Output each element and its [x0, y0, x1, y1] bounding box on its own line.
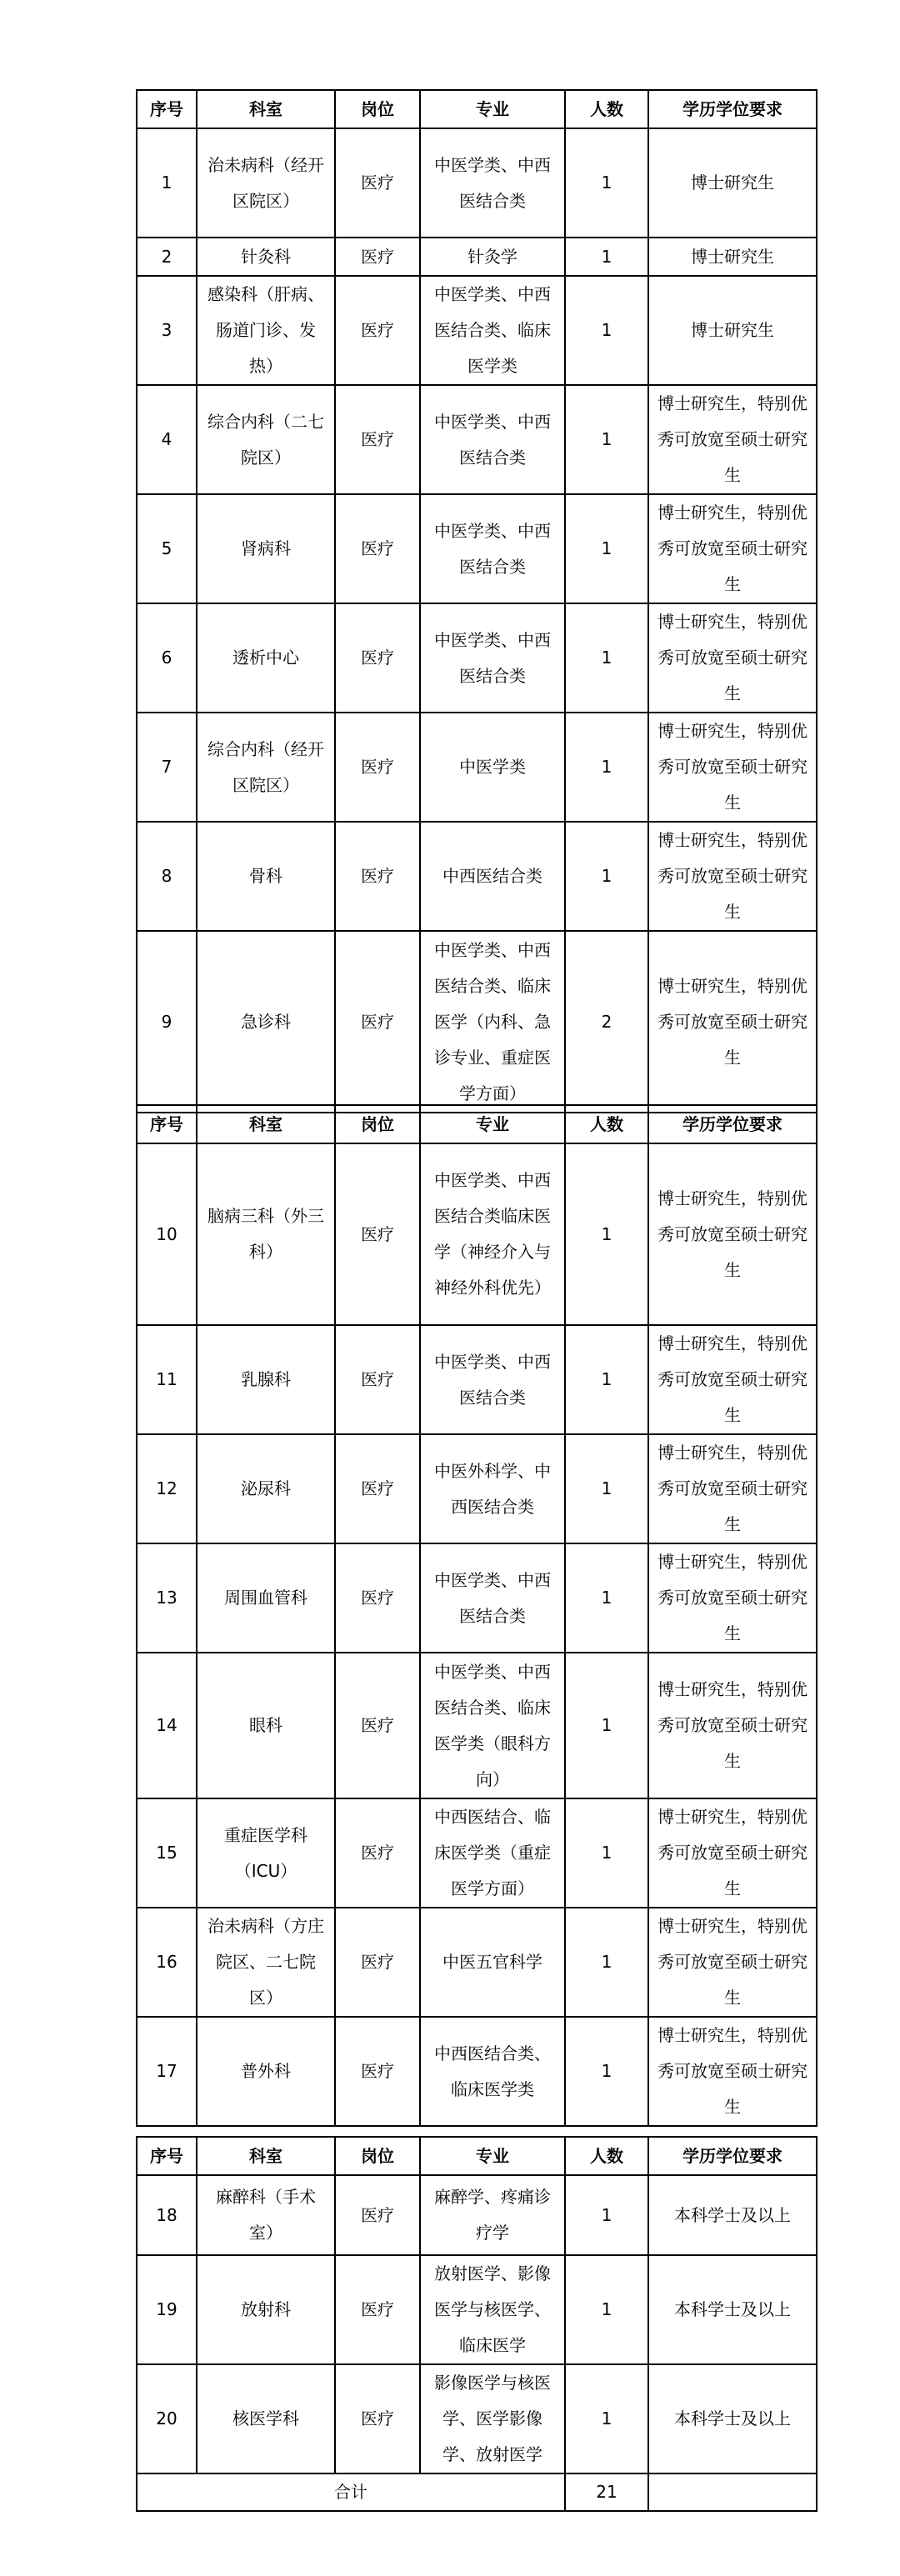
cell-dept: 肾病科 — [197, 494, 335, 603]
cell-post: 医疗 — [335, 1653, 420, 1798]
header-dept: 科室 — [197, 2137, 335, 2175]
cell-dept: 综合内科（经开区院区） — [197, 713, 335, 822]
cell-no: 2 — [137, 238, 197, 276]
cell-requirement: 博士研究生，特别优秀可放宽至硕士研究生 — [648, 1543, 817, 1653]
table-row — [137, 238, 817, 276]
cell-no: 16 — [137, 1908, 197, 2017]
header-post: 岗位 — [335, 1105, 420, 1143]
cell-requirement: 博士研究生 — [648, 276, 817, 385]
cell-dept: 急诊科 — [197, 931, 335, 1113]
cell-post: 医疗 — [335, 1798, 420, 1908]
cell-requirement: 博士研究生，特别优秀可放宽至硕士研究生 — [648, 931, 817, 1113]
cell-no: 5 — [137, 494, 197, 603]
header-no: 序号 — [137, 90, 197, 128]
cell-count: 1 — [565, 128, 648, 238]
cell-requirement: 博士研究生，特别优秀可放宽至硕士研究生 — [648, 713, 817, 822]
total-label: 合计 — [137, 2473, 565, 2511]
table-row — [137, 1653, 817, 1798]
header-requirement: 学历学位要求 — [648, 1105, 817, 1143]
cell-requirement: 博士研究生，特别优秀可放宽至硕士研究生 — [648, 385, 817, 494]
cell-requirement: 博士研究生 — [648, 238, 817, 276]
header-count: 人数 — [565, 1105, 648, 1143]
cell-major: 中医学类、中西医结合类 — [420, 494, 565, 603]
cell-major: 麻醉学、疼痛诊疗学 — [420, 2175, 565, 2255]
cell-count: 1 — [565, 1908, 648, 2017]
table-row — [137, 128, 817, 238]
cell-no: 19 — [137, 2255, 197, 2364]
cell-major: 针灸学 — [420, 238, 565, 276]
recruitment-table-1 — [136, 89, 818, 1113]
cell-count: 1 — [565, 238, 648, 276]
total-count: 21 — [565, 2473, 648, 2511]
cell-major: 中医学类、中西医结合类、临床医学类 — [420, 276, 565, 385]
cell-major: 中医学类、中西医结合类 — [420, 385, 565, 494]
cell-major: 中医学类、中西医结合类、临床医学类（眼科方向） — [420, 1653, 565, 1798]
cell-count: 1 — [565, 2255, 648, 2364]
cell-dept: 放射科 — [197, 2255, 335, 2364]
table-row — [137, 1798, 817, 1908]
cell-dept: 针灸科 — [197, 238, 335, 276]
cell-requirement: 本科学士及以上 — [648, 2255, 817, 2364]
cell-requirement: 博士研究生 — [648, 128, 817, 238]
recruitment-table-3 — [136, 2136, 818, 2512]
table-row — [137, 713, 817, 822]
cell-count: 1 — [565, 1798, 648, 1908]
cell-no: 17 — [137, 2017, 197, 2126]
table-row — [137, 1143, 817, 1325]
cell-requirement: 博士研究生，特别优秀可放宽至硕士研究生 — [648, 1798, 817, 1908]
cell-no: 20 — [137, 2364, 197, 2473]
cell-post: 医疗 — [335, 931, 420, 1113]
cell-post: 医疗 — [335, 1908, 420, 2017]
recruitment-table-2 — [136, 1104, 818, 2127]
cell-count: 1 — [565, 822, 648, 931]
table-row — [137, 1434, 817, 1543]
cell-dept: 核医学科 — [197, 2364, 335, 2473]
cell-major: 中医学类、中西医结合类 — [420, 603, 565, 713]
header-requirement: 学历学位要求 — [648, 90, 817, 128]
cell-count: 2 — [565, 931, 648, 1113]
cell-major: 中医学类、中西医结合类 — [420, 1325, 565, 1434]
cell-requirement: 博士研究生，特别优秀可放宽至硕士研究生 — [648, 1325, 817, 1434]
cell-post: 医疗 — [335, 2017, 420, 2126]
table-row — [137, 1908, 817, 2017]
cell-dept: 麻醉科（手术室） — [197, 2175, 335, 2255]
header-major: 专业 — [420, 2137, 565, 2175]
cell-no: 13 — [137, 1543, 197, 1653]
table-row — [137, 494, 817, 603]
cell-requirement: 博士研究生，特别优秀可放宽至硕士研究生 — [648, 822, 817, 931]
cell-post: 医疗 — [335, 276, 420, 385]
cell-dept: 感染科（肝病、肠道门诊、发热） — [197, 276, 335, 385]
header-count: 人数 — [565, 90, 648, 128]
table-row — [137, 2175, 817, 2255]
table-header-row — [137, 2137, 817, 2175]
cell-no: 3 — [137, 276, 197, 385]
cell-dept: 骨科 — [197, 822, 335, 931]
cell-post: 医疗 — [335, 2255, 420, 2364]
cell-major: 中西医结合类 — [420, 822, 565, 931]
cell-count: 1 — [565, 494, 648, 603]
cell-post: 医疗 — [335, 2175, 420, 2255]
table-row — [137, 276, 817, 385]
cell-dept: 脑病三科（外三科） — [197, 1143, 335, 1325]
table-row — [137, 1543, 817, 1653]
cell-major: 中医学类、中西医结合类、临床医学（内科、急诊专业、重症医学方面） — [420, 931, 565, 1113]
table-header-row — [137, 1105, 817, 1143]
cell-no: 10 — [137, 1143, 197, 1325]
cell-major: 中西医结合、临床医学类（重症医学方面） — [420, 1798, 565, 1908]
table-header-row — [137, 90, 817, 128]
header-major: 专业 — [420, 90, 565, 128]
cell-requirement: 本科学士及以上 — [648, 2175, 817, 2255]
cell-count: 1 — [565, 276, 648, 385]
header-requirement: 学历学位要求 — [648, 2137, 817, 2175]
cell-dept: 综合内科（二七院区） — [197, 385, 335, 494]
cell-dept: 治未病科（经开区院区） — [197, 128, 335, 238]
cell-requirement: 博士研究生，特别优秀可放宽至硕士研究生 — [648, 603, 817, 713]
cell-no: 14 — [137, 1653, 197, 1798]
cell-requirement: 博士研究生，特别优秀可放宽至硕士研究生 — [648, 1434, 817, 1543]
cell-dept: 周围血管科 — [197, 1543, 335, 1653]
cell-post: 医疗 — [335, 822, 420, 931]
table-row — [137, 931, 817, 1113]
table-row — [137, 2364, 817, 2473]
cell-no: 18 — [137, 2175, 197, 2255]
cell-post: 医疗 — [335, 494, 420, 603]
cell-post: 医疗 — [335, 1325, 420, 1434]
cell-count: 1 — [565, 1653, 648, 1798]
header-major: 专业 — [420, 1105, 565, 1143]
header-post: 岗位 — [335, 90, 420, 128]
cell-requirement: 博士研究生，特别优秀可放宽至硕士研究生 — [648, 1143, 817, 1325]
cell-requirement: 本科学士及以上 — [648, 2364, 817, 2473]
cell-major: 中医学类、中西医结合类 — [420, 128, 565, 238]
cell-major: 影像医学与核医学、医学影像学、放射医学 — [420, 2364, 565, 2473]
cell-no: 7 — [137, 713, 197, 822]
table-row — [137, 1325, 817, 1434]
header-no: 序号 — [137, 1105, 197, 1143]
cell-dept: 重症医学科（ICU） — [197, 1798, 335, 1908]
cell-dept: 透析中心 — [197, 603, 335, 713]
cell-no: 12 — [137, 1434, 197, 1543]
cell-count: 1 — [565, 2364, 648, 2473]
cell-count: 1 — [565, 1325, 648, 1434]
cell-no: 4 — [137, 385, 197, 494]
cell-count: 1 — [565, 1434, 648, 1543]
cell-requirement: 博士研究生，特别优秀可放宽至硕士研究生 — [648, 1653, 817, 1798]
cell-count: 1 — [565, 713, 648, 822]
cell-no: 9 — [137, 931, 197, 1113]
header-dept: 科室 — [197, 1105, 335, 1143]
cell-major: 放射医学、影像医学与核医学、临床医学 — [420, 2255, 565, 2364]
cell-no: 8 — [137, 822, 197, 931]
cell-count: 1 — [565, 2175, 648, 2255]
cell-dept: 眼科 — [197, 1653, 335, 1798]
cell-post: 医疗 — [335, 128, 420, 238]
total-row — [137, 2473, 817, 2511]
cell-count: 1 — [565, 603, 648, 713]
cell-major: 中医外科学、中西医结合类 — [420, 1434, 565, 1543]
cell-no: 15 — [137, 1798, 197, 1908]
cell-post: 医疗 — [335, 238, 420, 276]
cell-requirement: 博士研究生，特别优秀可放宽至硕士研究生 — [648, 494, 817, 603]
header-dept: 科室 — [197, 90, 335, 128]
cell-major: 中医学类、中西医结合类 — [420, 1543, 565, 1653]
cell-major: 中西医结合类、临床医学类 — [420, 2017, 565, 2126]
cell-count: 1 — [565, 1143, 648, 1325]
table-row — [137, 822, 817, 931]
header-post: 岗位 — [335, 2137, 420, 2175]
table-row — [137, 385, 817, 494]
cell-post: 医疗 — [335, 1143, 420, 1325]
cell-post: 医疗 — [335, 2364, 420, 2473]
cell-post: 医疗 — [335, 385, 420, 494]
cell-post: 医疗 — [335, 713, 420, 822]
cell-post: 医疗 — [335, 603, 420, 713]
header-count: 人数 — [565, 2137, 648, 2175]
cell-requirement: 博士研究生，特别优秀可放宽至硕士研究生 — [648, 1908, 817, 2017]
cell-post: 医疗 — [335, 1543, 420, 1653]
cell-no: 1 — [137, 128, 197, 238]
cell-dept: 乳腺科 — [197, 1325, 335, 1434]
total-empty-cell — [648, 2473, 817, 2511]
cell-dept: 泌尿科 — [197, 1434, 335, 1543]
table-row — [137, 2017, 817, 2126]
cell-count: 1 — [565, 1543, 648, 1653]
cell-major: 中医学类 — [420, 713, 565, 822]
cell-count: 1 — [565, 2017, 648, 2126]
header-no: 序号 — [137, 2137, 197, 2175]
cell-major: 中医学类、中西医结合类临床医学（神经介入与神经外科优先） — [420, 1143, 565, 1325]
cell-requirement: 博士研究生，特别优秀可放宽至硕士研究生 — [648, 2017, 817, 2126]
cell-no: 11 — [137, 1325, 197, 1434]
cell-no: 6 — [137, 603, 197, 713]
cell-dept: 普外科 — [197, 2017, 335, 2126]
table-row — [137, 2255, 817, 2364]
table-row — [137, 603, 817, 713]
cell-count: 1 — [565, 385, 648, 494]
cell-post: 医疗 — [335, 1434, 420, 1543]
cell-major: 中医五官科学 — [420, 1908, 565, 2017]
cell-dept: 治未病科（方庄院区、二七院区） — [197, 1908, 335, 2017]
